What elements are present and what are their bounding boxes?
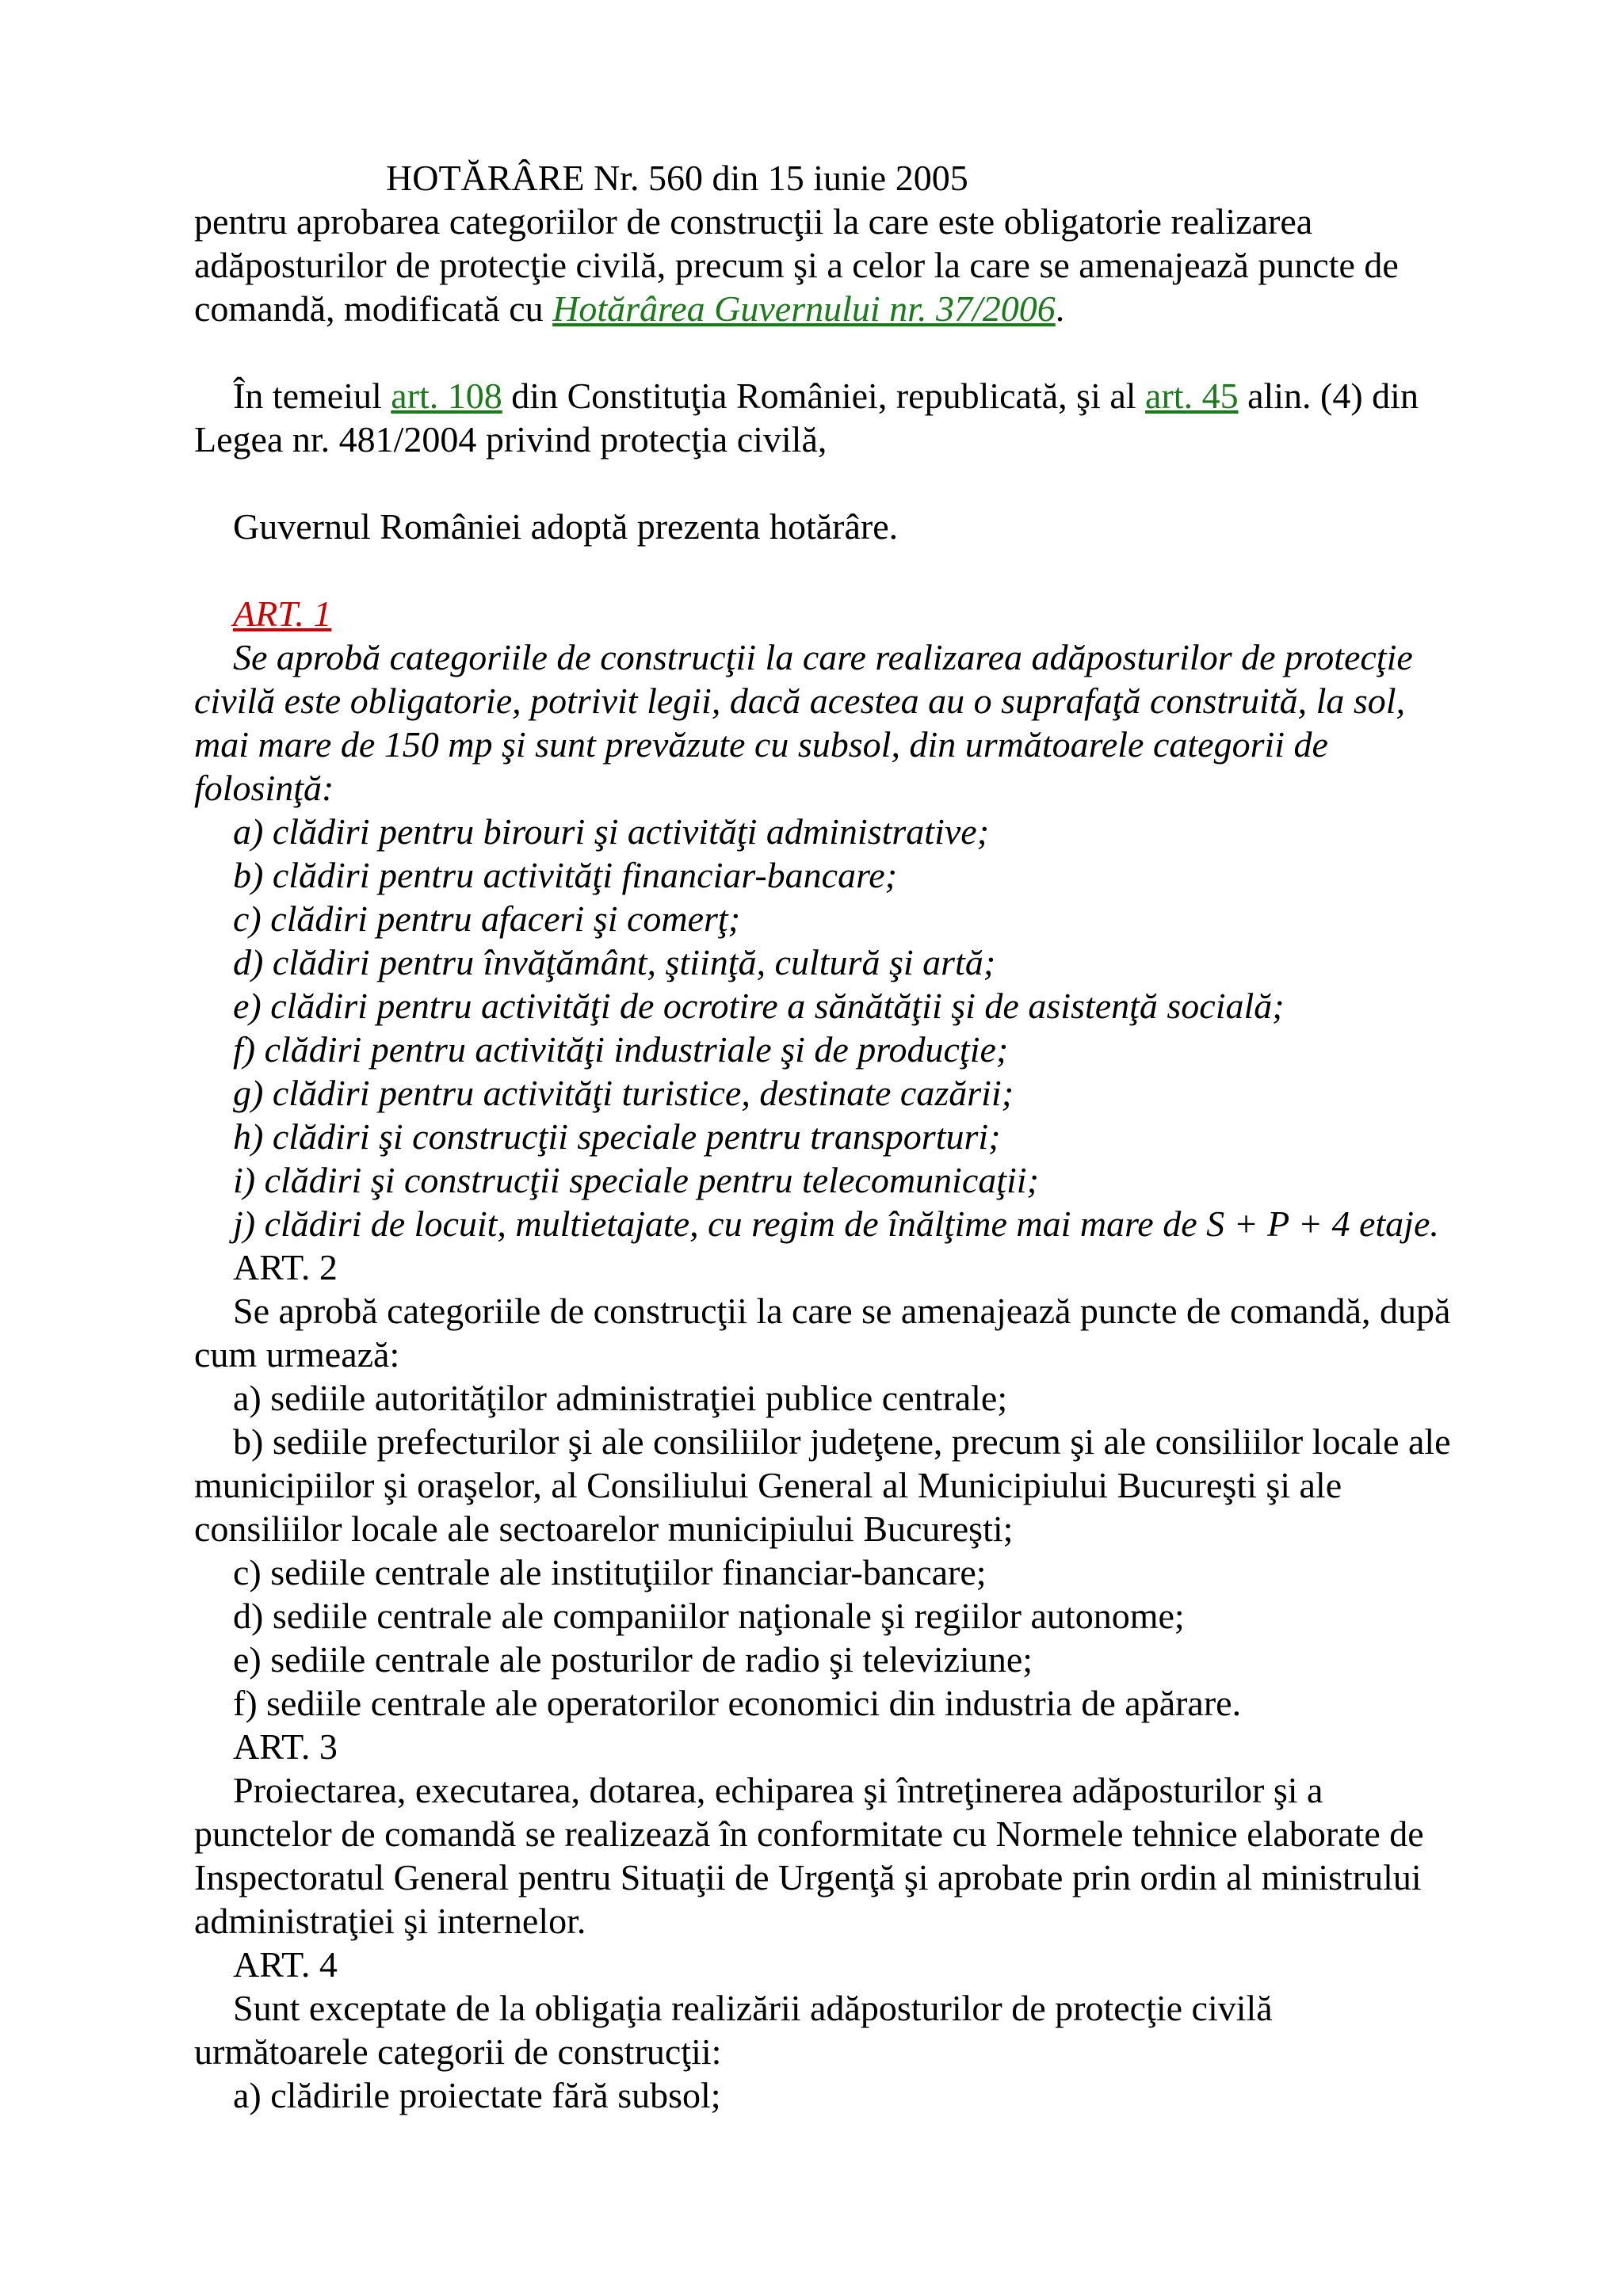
art-2-item-f: f) sediile centrale ale operatorilor economici din industria de apărare. <box>233 1683 1242 1723</box>
art-4-intro-line: Sunt exceptate de la obligaţia realizării adăposturilor de protecţie civilă <box>233 1988 1273 2028</box>
hg-37-2006-link[interactable]: Hotărârea Guvernului nr. 37/2006 <box>552 288 1056 329</box>
art-1-item-e: e) clădiri pentru activităţi de ocrotire a sănătăţii şi de asistenţă socială; <box>233 986 1285 1026</box>
art-1-item-i: i) clădiri şi construcţii speciale pentru telecomunicaţii; <box>233 1160 1039 1200</box>
art-4-item-a: a) clădirile proiectate fără subsol; <box>233 2075 721 2115</box>
art-1-intro-line: folosinţă: <box>194 768 334 808</box>
art-1-item-j: j) clădiri de locuit, multietajate, cu regim de înălţime mai mare de S + P + 4 etaje. <box>233 1203 1439 1244</box>
art-1-item-g: g) clădiri pentru activităţi turistice, destinate cazării; <box>233 1073 1014 1113</box>
art-2-item-a: a) sediile autorităţilor administraţiei publice centrale; <box>233 1378 1008 1418</box>
subtitle-text: comandă, modificată cu <box>194 288 553 329</box>
preamble-text: alin. (4) din <box>1238 376 1419 416</box>
art-1-item-c: c) clădiri pentru afaceri şi comerţ; <box>233 898 741 939</box>
art-3-text-line: Inspectoratul General pentru Situaţii de Urgenţă şi aprobate prin ordin al ministrului <box>194 1857 1422 1897</box>
art-2-item-b: consiliilor locale ale sectoarelor municipiului Bucureşti; <box>194 1508 1014 1549</box>
art-3-text-line: Proiectarea, executarea, dotarea, echiparea şi întreţinerea adăposturilor şi a <box>233 1770 1323 1810</box>
preamble-line: Legea nr. 481/2004 privind protecţia civilă, <box>194 419 827 460</box>
art-2-heading: ART. 2 <box>233 1247 338 1287</box>
art-1-intro-line: Se aprobă categoriile de construcţii la care realizarea adăposturilor de protecţie <box>233 637 1413 677</box>
art-3-heading: ART. 3 <box>233 1726 338 1767</box>
art-4-intro-line: următoarele categorii de construcţii: <box>194 2031 722 2072</box>
art-4-heading: ART. 4 <box>233 1944 338 1985</box>
art-2-item-b: municipiilor şi oraşelor, al Consiliului General al Municipiului Bucureşti şi ale <box>194 1465 1342 1505</box>
art-1-item-d: d) clădiri pentru învăţământ, ştiinţă, cultură şi artă; <box>233 942 996 982</box>
art-3-text-line: administraţiei şi internelor. <box>194 1901 586 1941</box>
art-1-item-f: f) clădiri pentru activităţi industriale şi de producţie; <box>233 1029 1009 1070</box>
subtitle-line: adăposturilor de protecţie civilă, precum şi a celor la care se amenajează puncte de <box>194 245 1399 285</box>
art-1-item-h: h) clădiri şi construcţii speciale pentru transporturi; <box>233 1116 1001 1157</box>
preamble-text: din Constituţia României, republicată, şi al <box>502 376 1146 416</box>
subtitle-line <box>194 287 1064 331</box>
preamble-line <box>233 374 1419 418</box>
preamble-text: În temeiul <box>233 376 391 416</box>
art-2-item-e: e) sediile centrale ale posturilor de radio şi televiziune; <box>233 1639 1033 1680</box>
art-2-item-d: d) sediile centrale ale companiilor naţionale şi regiilor autonome; <box>233 1596 1185 1636</box>
art-1-heading[interactable]: ART. 1 <box>233 593 332 634</box>
subtitle-text: . <box>1055 288 1065 329</box>
art-2-item-c: c) sediile centrale ale instituţiilor financiar-bancare; <box>233 1552 987 1592</box>
art-1-intro-line: civilă este obligatorie, potrivit legii, dacă acestea au o suprafaţă construită, la sol, <box>194 681 1406 721</box>
art-45-link[interactable]: art. 45 <box>1145 376 1239 416</box>
art-108-link[interactable]: art. 108 <box>391 376 502 416</box>
art-2-item-b: b) sediile prefecturilor şi ale consiliilor judeţene, precum şi ale consiliilor locale ale <box>233 1421 1451 1462</box>
art-1-item-b: b) clădiri pentru activităţi financiar-bancare; <box>233 855 897 895</box>
art-2-intro-line: Se aprobă categoriile de construcţii la care se amenajează puncte de comandă, după <box>233 1291 1451 1331</box>
adopt-statement: Guvernul României adoptă prezenta hotărâre. <box>233 506 899 547</box>
art-1-intro-line: mai mare de 150 mp şi sunt prevăzute cu subsol, din următoarele categorii de <box>194 724 1328 765</box>
subtitle-line: pentru aprobarea categoriilor de construcţii la care este obligatorie realizarea <box>194 201 1313 242</box>
art-3-text-line: punctelor de comandă se realizează în conformitate cu Normele tehnice elaborate de <box>194 1814 1424 1854</box>
art-2-intro-line: cum urmează: <box>194 1334 400 1375</box>
art-1-item-a: a) clădiri pentru birouri şi activităţi administrative; <box>233 811 990 852</box>
page-title: HOTĂRÂRE Nr. 560 din 15 iunie 2005 <box>386 158 968 198</box>
